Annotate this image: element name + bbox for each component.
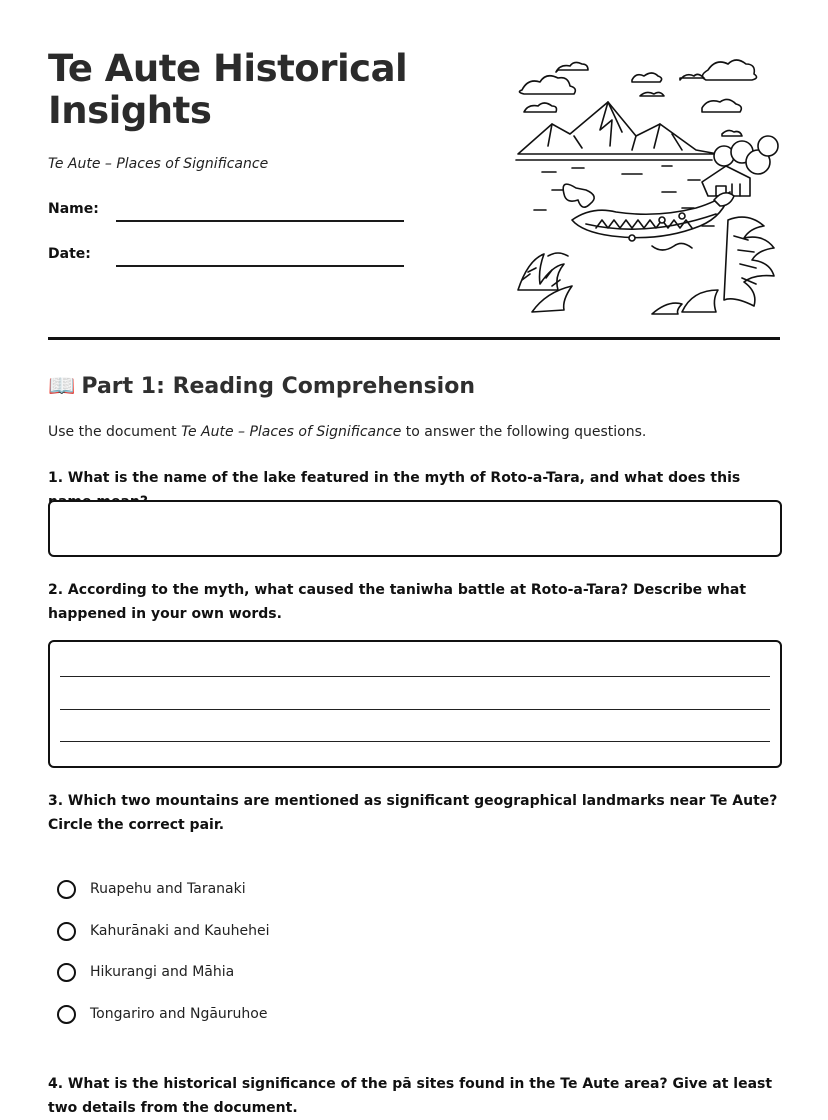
option-label: Ruapehu and Taranaki bbox=[90, 881, 246, 897]
section-title bbox=[48, 374, 475, 399]
answer-line bbox=[60, 709, 770, 710]
answer-line bbox=[60, 676, 770, 677]
answer-box-1[interactable] bbox=[48, 500, 782, 557]
question-2: 2. According to the myth, what caused the taniwha battle at Roto-a-Tara? Describe what happened in your own words. bbox=[48, 582, 747, 622]
radio-circle-icon[interactable] bbox=[57, 1005, 76, 1024]
question-4: 4. What is the historical significance of the pā sites found in the Te Aute area? Give at least two details from the document. bbox=[48, 1076, 773, 1116]
radio-circle-icon[interactable] bbox=[57, 880, 76, 899]
option-1[interactable] bbox=[57, 877, 246, 901]
answer-box-2[interactable] bbox=[48, 640, 782, 768]
option-label: Kahurānaki and Kauhehei bbox=[90, 923, 270, 939]
instructions-text-start: Use the document bbox=[48, 424, 182, 440]
instructions-text-end: to answer the following questions. bbox=[401, 424, 647, 440]
question-1: 1. What is the name of the lake featured in the myth of Roto-a-Tara, and what does this bbox=[48, 470, 741, 486]
worksheet-title: Te Aute Historical Insights bbox=[48, 47, 408, 132]
option-label: Hikurangi and Māhia bbox=[90, 964, 235, 980]
landscape-illustration-icon bbox=[512, 50, 780, 316]
question-3: 3. Which two mountains are mentioned as significant geographical landmarks near Te Aute? Circle the correct pair. bbox=[48, 793, 778, 833]
header-divider bbox=[48, 337, 780, 340]
book-icon: 📖 bbox=[48, 374, 76, 399]
name-field[interactable] bbox=[116, 220, 404, 222]
date-field[interactable] bbox=[116, 265, 404, 267]
option-4[interactable] bbox=[57, 1002, 267, 1026]
radio-circle-icon[interactable] bbox=[57, 922, 76, 941]
option-2[interactable] bbox=[57, 919, 270, 943]
date-label: Date: bbox=[48, 246, 91, 262]
radio-circle-icon[interactable] bbox=[57, 963, 76, 982]
worksheet-subtitle: Te Aute – Places of Significance bbox=[48, 156, 269, 172]
instructions bbox=[48, 424, 646, 440]
section-title-text: Part 1: Reading Comprehension bbox=[81, 374, 475, 399]
option-label: Tongariro and Ngāuruhoe bbox=[90, 1006, 268, 1022]
option-3[interactable] bbox=[57, 960, 234, 984]
answer-line bbox=[60, 741, 770, 742]
document-title-reference: Te Aute – Places of Significance bbox=[181, 424, 402, 440]
name-label: Name: bbox=[48, 201, 99, 217]
